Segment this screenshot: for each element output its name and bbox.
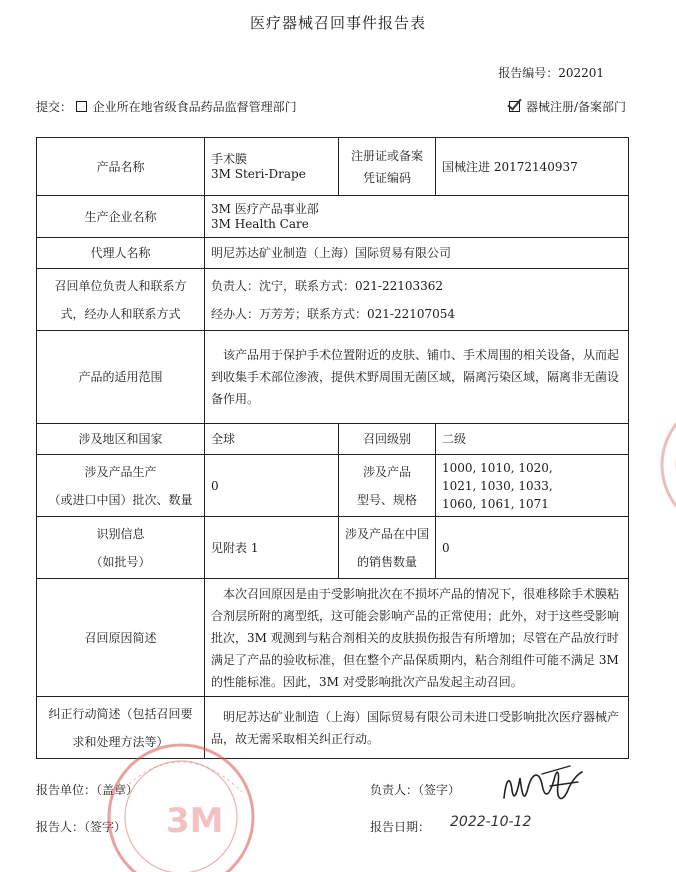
product-name-line1: 手术膜 (211, 151, 248, 166)
reason-value: 本次召回原因是由于受影响批次在不损坏产品的情况下，很难移除手术膜粘合剂层所附的离型纸，这可能会影响产品的正常使用；此外，对于这些受影响批次，3M 观测到与粘合剂相关的皮肤损伤报告有所增加；尽管在产品放行时满足了产品的验收标准，但在整个产品保质期内，粘合剂组件可能不满足 3M 的性能标准。因此，3M 对受影响批次产品发起主动召回。 (205, 579, 629, 697)
submit-row (36, 98, 626, 115)
action-value: 明尼苏达矿业制造（上海）国际贸易有限公司未进口受影响批次医疗器械产品，故无需采取相关纠正行动。 (205, 697, 629, 759)
registration-label-line2: 凭证编码 (362, 170, 411, 185)
manufacturer-line1: 3M 医疗产品事业部 (211, 201, 319, 216)
level-value: 二级 (436, 424, 629, 455)
contact-label (37, 269, 205, 331)
row-product-name (37, 138, 629, 196)
model-line1: 1000, 1010, 1020, (442, 460, 553, 475)
row-identification (37, 517, 629, 579)
row-contact (37, 269, 629, 331)
contact-label-line2: 式，经办人和联系方式 (60, 306, 181, 321)
report-date-label: 报告日期： (370, 820, 431, 834)
id-label-line1: 识别信息 (96, 526, 145, 541)
row-scope (37, 331, 629, 424)
contact-line1: 负责人：沈宁，联系方式：021-22103362 (211, 278, 444, 293)
svg-text:3M: 3M (166, 801, 224, 841)
model-line3: 1060, 1061, 1071 (442, 496, 549, 511)
model-value (436, 455, 629, 517)
reporter-label: 报告人：（签字） (36, 820, 127, 834)
product-name-label: 产品名称 (37, 138, 205, 196)
id-value: 见附表 1 (205, 517, 339, 579)
recall-form-table (36, 137, 629, 759)
product-name-line2: 3M Steri-Drape (211, 166, 306, 181)
batch-label (37, 455, 205, 517)
model-line2: 1021, 1030, 1033, (442, 478, 553, 493)
report-date-value: 2022-10-12 (450, 814, 532, 830)
edge-seal-icon (648, 395, 676, 535)
sales-label (339, 517, 436, 579)
report-unit-label: 报告单位：（盖章） (36, 783, 139, 797)
batch-label-line2: （或进口中国）批次、数量 (48, 492, 193, 507)
checkbox-registration[interactable] (509, 101, 520, 112)
model-label (339, 455, 436, 517)
row-manufacturer (37, 196, 629, 238)
registration-value: 国械注进 20172140937 (436, 138, 629, 196)
batch-label-line1: 涉及产品生产 (84, 464, 157, 479)
manufacturer-label: 生产企业名称 (37, 196, 205, 238)
action-label-line2: 求和处理方法等） (72, 734, 169, 749)
contact-label-line1: 召回单位负责人和联系方 (54, 278, 187, 293)
row-reason (37, 579, 629, 697)
row-region (37, 424, 629, 455)
manufacturer-value (205, 196, 629, 238)
registration-label (339, 138, 436, 196)
document-title: 医疗器械召回事件报告表 (249, 14, 426, 32)
action-label (37, 697, 205, 759)
agent-value: 明尼苏达矿业制造（上海）国际贸易有限公司 (205, 238, 629, 269)
submit-option-registration-wrap (509, 98, 626, 115)
submit-option-provincial: 企业所在地省级食品药品监督管理部门 (92, 100, 297, 114)
agent-label: 代理人名称 (37, 238, 205, 269)
contact-line2: 经办人：万芳芳；联系方式：021-22107054 (211, 306, 456, 321)
level-label: 召回级别 (339, 424, 436, 455)
region-value: 全球 (205, 424, 339, 455)
region-label: 涉及地区和国家 (37, 424, 205, 455)
model-label-line1: 涉及产品 (362, 464, 411, 479)
scope-label: 产品的适用范围 (37, 331, 205, 424)
responsible-person-label: 负责人：（签字） (370, 783, 461, 797)
report-number: 报告编号：202201 (498, 66, 604, 80)
id-label-line2: （如批号） (90, 554, 151, 569)
sales-label-line1: 涉及产品在中国 (344, 526, 429, 541)
checkbox-provincial[interactable] (76, 101, 87, 112)
reason-label: 召回原因简述 (37, 579, 205, 697)
model-label-line2: 型号、规格 (356, 492, 417, 507)
contact-value (205, 269, 629, 331)
manufacturer-line2: 3M Health Care (211, 216, 309, 231)
product-name-value (205, 138, 339, 196)
scope-value: 该产品用于保护手术位置附近的皮肤、铺巾、手术周围的相关设备，从而起到收集手术部位渗液，提供术野周围无菌区域，隔离污染区域，隔离非无菌设备作用。 (205, 331, 629, 424)
row-agent (37, 238, 629, 269)
row-action (37, 697, 629, 759)
row-batch (37, 455, 629, 517)
id-label (37, 517, 205, 579)
sales-label-line2: 的销售数量 (356, 554, 417, 569)
batch-value: 0 (205, 455, 339, 517)
registration-label-line1: 注册证或备案 (350, 148, 423, 163)
submit-option-registration: 器械注册/备案部门 (525, 100, 626, 114)
sales-value: 0 (436, 517, 629, 579)
action-label-line1: 纠正行动简述（包括召回要 (48, 706, 193, 721)
submit-label: 提交： (36, 100, 73, 114)
signature-scrawl (498, 760, 588, 820)
